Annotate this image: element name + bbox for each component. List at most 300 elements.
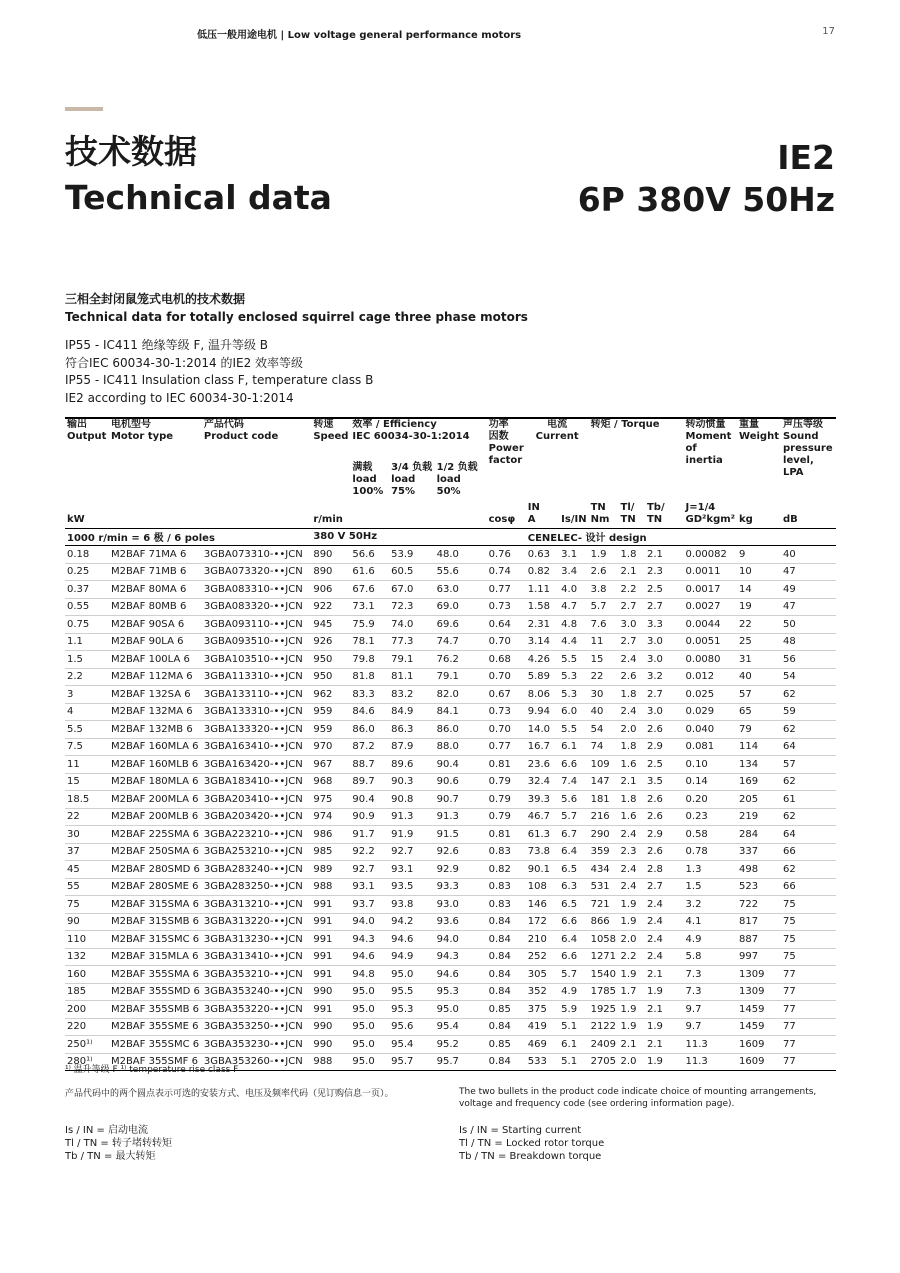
col-motor-type: 电机型号 Motor type xyxy=(109,418,202,462)
table-cell: 2.9 xyxy=(645,826,684,844)
table-cell: 56.6 xyxy=(350,546,389,564)
table-cell: 887 xyxy=(737,931,781,949)
table-cell: 62 xyxy=(781,721,836,739)
table-cell: 90 xyxy=(65,913,109,931)
table-cell: M2BAF 80MA 6 xyxy=(109,581,202,599)
table-cell: 3GBA353210-••JCN xyxy=(202,966,311,984)
table-cell: 90.7 xyxy=(435,791,487,809)
table-cell: 92.6 xyxy=(435,843,487,861)
table-cell: 0.84 xyxy=(487,913,526,931)
table-cell: 3.2 xyxy=(645,668,684,686)
table-cell: 108 xyxy=(526,878,559,896)
table-cell: 14.0 xyxy=(526,721,559,739)
table-cell: 2.5 xyxy=(645,581,684,599)
unit-db: dB xyxy=(781,498,836,528)
table-cell: 10 xyxy=(737,563,781,581)
table-cell: 7.3 xyxy=(684,983,738,1001)
page-number: 17 xyxy=(822,26,835,37)
table-cell: 0.63 xyxy=(526,546,559,564)
col-output: 输出 Output xyxy=(65,418,109,462)
table-cell: 216 xyxy=(589,808,619,826)
table-cell: 6.4 xyxy=(559,931,588,949)
table-cell: 3GBA353260-••JCN xyxy=(202,1053,311,1071)
table-cell: 93.6 xyxy=(435,913,487,931)
table-cell: 7.3 xyxy=(684,966,738,984)
table-row xyxy=(65,878,836,896)
table-cell: 967 xyxy=(311,756,350,774)
table-cell: 2.0 xyxy=(619,931,645,949)
table-row xyxy=(65,668,836,686)
table-cell: 991 xyxy=(311,896,350,914)
table-cell: 2.0 xyxy=(619,721,645,739)
table-cell: 817 xyxy=(737,913,781,931)
table-cell: 93.5 xyxy=(389,878,435,896)
table-cell: 40 xyxy=(589,703,619,721)
table-cell: 2.7 xyxy=(619,598,645,616)
table-cell: 47 xyxy=(781,598,836,616)
table-cell: 78.1 xyxy=(350,633,389,651)
table-cell: 3.0 xyxy=(645,703,684,721)
table-cell: 6.5 xyxy=(559,896,588,914)
table-cell: 94.3 xyxy=(350,931,389,949)
table-cell: 90.9 xyxy=(350,808,389,826)
table-cell: 0.58 xyxy=(684,826,738,844)
table-cell: 95.3 xyxy=(435,983,487,1001)
table-cell: 0.83 xyxy=(487,896,526,914)
table-cell: 0.79 xyxy=(487,791,526,809)
spec-line: IP55 - IC411 Insulation class F, temperature class B xyxy=(65,373,374,387)
table-cell: 0.0044 xyxy=(684,616,738,634)
table-cell: 6.6 xyxy=(559,756,588,774)
table-cell: 95.7 xyxy=(435,1053,487,1071)
table-cell: 950 xyxy=(311,651,350,669)
table-cell: 0.081 xyxy=(684,738,738,756)
table-cell: 86.0 xyxy=(350,721,389,739)
table-cell: 93.7 xyxy=(350,896,389,914)
table-cell: 3GBA313230-••JCN xyxy=(202,931,311,949)
table-cell: M2BAF 355SMF 6 xyxy=(109,1053,202,1071)
table-cell: 15 xyxy=(65,773,109,791)
unit-kg: kg xyxy=(737,498,781,528)
table-cell: 39.3 xyxy=(526,791,559,809)
table-cell: 0.73 xyxy=(487,703,526,721)
table-cell: 2.7 xyxy=(645,878,684,896)
table-cell: 3GBA093510-••JCN xyxy=(202,633,311,651)
table-cell: 0.14 xyxy=(684,773,738,791)
table-cell: 79 xyxy=(737,721,781,739)
table-cell: 25 xyxy=(737,633,781,651)
table-cell: 0.84 xyxy=(487,983,526,1001)
table-cell: 1271 xyxy=(589,948,619,966)
table-cell: 419 xyxy=(526,1018,559,1036)
table-cell: 6.5 xyxy=(559,861,588,879)
table-cell: 1609 xyxy=(737,1053,781,1071)
table-cell: 92.2 xyxy=(350,843,389,861)
table-cell: 77 xyxy=(781,1036,836,1054)
table-row xyxy=(65,896,836,914)
table-cell: 74 xyxy=(589,738,619,756)
table-cell: 6.6 xyxy=(559,948,588,966)
table-row xyxy=(65,931,836,949)
table-cell: 95.6 xyxy=(389,1018,435,1036)
table-cell: 77 xyxy=(781,966,836,984)
table-cell: 11.3 xyxy=(684,1036,738,1054)
col-eff-full: 满载 load 100% xyxy=(352,462,384,497)
table-cell: 0.37 xyxy=(65,581,109,599)
table-cell: 989 xyxy=(311,861,350,879)
table-cell: 90.4 xyxy=(435,756,487,774)
table-cell: 83.2 xyxy=(389,686,435,704)
table-row xyxy=(65,563,836,581)
table-cell: 991 xyxy=(311,913,350,931)
table-cell: 3GBA073310-••JCN xyxy=(202,546,311,564)
table-cell: 84.9 xyxy=(389,703,435,721)
table-cell: 3.4 xyxy=(559,563,588,581)
table-cell: 61.6 xyxy=(350,563,389,581)
table-cell: 93.1 xyxy=(350,878,389,896)
table-cell: 0.0011 xyxy=(684,563,738,581)
table-cell: 2409 xyxy=(589,1036,619,1054)
table-cell: 30 xyxy=(65,826,109,844)
table-cell: 375 xyxy=(526,1001,559,1019)
table-cell: 37 xyxy=(65,843,109,861)
table-cell: 991 xyxy=(311,966,350,984)
table-cell: 1.8 xyxy=(619,686,645,704)
table-cell: M2BAF 71MB 6 xyxy=(109,563,202,581)
table-cell: 9.94 xyxy=(526,703,559,721)
spec-line: IE2 according to IEC 60034-30-1:2014 xyxy=(65,391,294,405)
table-cell: 77 xyxy=(781,1018,836,1036)
table-cell: 2.4 xyxy=(645,931,684,949)
table-cell: 94.9 xyxy=(389,948,435,966)
table-cell: 1.5 xyxy=(684,878,738,896)
table-cell: 16.7 xyxy=(526,738,559,756)
table-cell: 0.64 xyxy=(487,616,526,634)
table-cell: 75 xyxy=(781,913,836,931)
table-row xyxy=(65,861,836,879)
table-cell: 1.9 xyxy=(645,1053,684,1071)
table-cell: M2BAF 160MLA 6 xyxy=(109,738,202,756)
table-cell: M2BAF 280SMD 6 xyxy=(109,861,202,879)
table-cell: 15 xyxy=(589,651,619,669)
table-cell: 5.3 xyxy=(559,686,588,704)
table-cell: 1.9 xyxy=(619,966,645,984)
table-cell: 30 xyxy=(589,686,619,704)
table-cell: 3GBA353240-••JCN xyxy=(202,983,311,1001)
table-cell: 90.4 xyxy=(350,791,389,809)
table-cell: 0.025 xyxy=(684,686,738,704)
table-cell: 498 xyxy=(737,861,781,879)
table-row xyxy=(65,598,836,616)
table-cell: 968 xyxy=(311,773,350,791)
table-cell: 91.9 xyxy=(389,826,435,844)
col-torque: 转矩 / Torque xyxy=(589,418,684,462)
table-cell: 75 xyxy=(781,931,836,949)
table-row xyxy=(65,756,836,774)
table-cell: 181 xyxy=(589,791,619,809)
table-cell: 2.5 xyxy=(645,756,684,774)
table-cell: 59 xyxy=(781,703,836,721)
table-cell: 3GBA283240-••JCN xyxy=(202,861,311,879)
table-cell: 91.3 xyxy=(389,808,435,826)
table-cell: 0.84 xyxy=(487,1053,526,1071)
table-cell: 974 xyxy=(311,808,350,826)
table-cell: 3.0 xyxy=(619,616,645,634)
col-power-factor: 功率 因数 Power factor xyxy=(487,418,526,498)
table-cell: 2.4 xyxy=(645,913,684,931)
table-cell: 94.2 xyxy=(389,913,435,931)
table-cell: 94.0 xyxy=(435,931,487,949)
table-cell: 3GBA163420-••JCN xyxy=(202,756,311,774)
table-cell: 82.0 xyxy=(435,686,487,704)
table-cell: 922 xyxy=(311,598,350,616)
table-cell: 1309 xyxy=(737,983,781,1001)
table-cell: 48 xyxy=(781,633,836,651)
table-cell: 47 xyxy=(781,563,836,581)
table-cell: 5.7 xyxy=(559,966,588,984)
table-row xyxy=(65,826,836,844)
table-cell: 63.0 xyxy=(435,581,487,599)
table-cell: 40 xyxy=(781,546,836,564)
table-cell: 991 xyxy=(311,931,350,949)
table-cell: 91.7 xyxy=(350,826,389,844)
col-sound: 声压等级 Sound pressure level, LPA xyxy=(781,418,836,498)
table-cell: 0.012 xyxy=(684,668,738,686)
table-cell: M2BAF 160MLB 6 xyxy=(109,756,202,774)
table-row xyxy=(65,913,836,931)
table-cell: M2BAF 132SA 6 xyxy=(109,686,202,704)
table-cell: 1.3 xyxy=(684,861,738,879)
table-cell: 0.84 xyxy=(487,966,526,984)
table-cell: 4.4 xyxy=(559,633,588,651)
table-cell: 531 xyxy=(589,878,619,896)
unit-tb: Tb/ TN xyxy=(645,498,684,528)
table-cell: 0.79 xyxy=(487,808,526,826)
table-cell: 0.23 xyxy=(684,808,738,826)
table-cell: 90.1 xyxy=(526,861,559,879)
table-cell: 2.6 xyxy=(619,668,645,686)
table-row xyxy=(65,983,836,1001)
table-row xyxy=(65,1018,836,1036)
table-cell: 93.3 xyxy=(435,878,487,896)
table-cell: 65 xyxy=(737,703,781,721)
table-cell: 94.6 xyxy=(350,948,389,966)
table-cell: M2BAF 315SMA 6 xyxy=(109,896,202,914)
table-cell: 0.00082 xyxy=(684,546,738,564)
table-cell: 252 xyxy=(526,948,559,966)
table-cell: 4.8 xyxy=(559,616,588,634)
table-cell: 53.9 xyxy=(389,546,435,564)
table-cell: 2.1 xyxy=(619,1036,645,1054)
table-cell: 0.70 xyxy=(487,633,526,651)
table-cell: 8.06 xyxy=(526,686,559,704)
table-cell: 6.7 xyxy=(559,826,588,844)
table-cell: 0.18 xyxy=(65,546,109,564)
table-cell: 0.029 xyxy=(684,703,738,721)
table-cell: 2.31 xyxy=(526,616,559,634)
table-cell: 1.8 xyxy=(619,791,645,809)
table-cell: 5.7 xyxy=(559,808,588,826)
table-cell: 50 xyxy=(781,616,836,634)
table-cell: 73.1 xyxy=(350,598,389,616)
table-cell: 2.9 xyxy=(645,738,684,756)
table-cell: 0.0080 xyxy=(684,651,738,669)
section-poles: 1000 r/min = 6 极 / 6 poles xyxy=(65,528,311,546)
table-cell: 88.7 xyxy=(350,756,389,774)
table-cell: 2.3 xyxy=(645,563,684,581)
spec-line: 符合IEC 60034-30-1:2014 的IE2 效率等级 xyxy=(65,356,304,370)
table-cell: 11 xyxy=(589,633,619,651)
table-cell: 533 xyxy=(526,1053,559,1071)
table-cell: 92.9 xyxy=(435,861,487,879)
table-cell: 0.77 xyxy=(487,738,526,756)
table-cell: M2BAF 100LA 6 xyxy=(109,651,202,669)
table-cell: 0.73 xyxy=(487,598,526,616)
table-cell: 94.8 xyxy=(350,966,389,984)
col-eff-50: 1/2 负载 load 50% xyxy=(436,462,478,497)
table-cell: 6.3 xyxy=(559,878,588,896)
table-cell: 3GBA133310-••JCN xyxy=(202,703,311,721)
table-cell: 81.1 xyxy=(389,668,435,686)
table-cell: 950 xyxy=(311,668,350,686)
table-cell: M2BAF 90SA 6 xyxy=(109,616,202,634)
table-cell: 132 xyxy=(65,948,109,966)
table-cell: 990 xyxy=(311,1018,350,1036)
table-cell: M2BAF 355SMB 6 xyxy=(109,1001,202,1019)
table-cell: 0.040 xyxy=(684,721,738,739)
table-cell: 95.0 xyxy=(389,966,435,984)
table-cell: 3GBA253210-••JCN xyxy=(202,843,311,861)
table-cell: 77.3 xyxy=(389,633,435,651)
table-cell: 55.6 xyxy=(435,563,487,581)
table-cell: 0.81 xyxy=(487,826,526,844)
table-cell: 3.14 xyxy=(526,633,559,651)
section-voltage: 380 V 50Hz xyxy=(311,528,486,546)
table-cell: 75 xyxy=(781,896,836,914)
table-cell: 93.8 xyxy=(389,896,435,914)
table-cell: 3GBA083310-••JCN xyxy=(202,581,311,599)
table-cell: 1925 xyxy=(589,1001,619,1019)
table-cell: 4.7 xyxy=(559,598,588,616)
table-cell: 988 xyxy=(311,1053,350,1071)
table-cell: 3.0 xyxy=(645,651,684,669)
col-efficiency: 效率 / Efficiency IEC 60034-30-1:2014 xyxy=(350,418,486,462)
table-cell: 0.20 xyxy=(684,791,738,809)
table-cell: 2.3 xyxy=(619,843,645,861)
table-cell: 83.3 xyxy=(350,686,389,704)
table-cell: 3GBA313210-••JCN xyxy=(202,896,311,914)
table-cell: 3.2 xyxy=(684,896,738,914)
table-cell: 62 xyxy=(781,808,836,826)
table-cell: 1.7 xyxy=(619,983,645,1001)
table-cell: 1459 xyxy=(737,1001,781,1019)
table-cell: 0.81 xyxy=(487,756,526,774)
table-cell: 9 xyxy=(737,546,781,564)
table-cell: 0.84 xyxy=(487,931,526,949)
table-cell: 95.5 xyxy=(389,983,435,1001)
table-cell: 64 xyxy=(781,738,836,756)
title-en: Technical data xyxy=(65,178,332,217)
table-row xyxy=(65,808,836,826)
table-cell: 890 xyxy=(311,563,350,581)
table-cell: 2.6 xyxy=(645,721,684,739)
table-cell: 62 xyxy=(781,773,836,791)
table-cell: 45 xyxy=(65,861,109,879)
table-cell: M2BAF 132MA 6 xyxy=(109,703,202,721)
table-cell: 220 xyxy=(65,1018,109,1036)
table-cell: 2.6 xyxy=(645,791,684,809)
table-cell: 0.10 xyxy=(684,756,738,774)
table-cell: 5.3 xyxy=(559,668,588,686)
legend-item: Is / IN = Starting current xyxy=(459,1125,582,1136)
table-cell: 2.8 xyxy=(645,861,684,879)
table-cell: 1.9 xyxy=(619,913,645,931)
table-cell: 23.6 xyxy=(526,756,559,774)
table-cell: 77 xyxy=(781,983,836,1001)
table-cell: 86.3 xyxy=(389,721,435,739)
legend-en xyxy=(459,1124,604,1163)
table-cell: 114 xyxy=(737,738,781,756)
table-cell: 986 xyxy=(311,826,350,844)
table-cell: 91.3 xyxy=(435,808,487,826)
table-cell: 95.0 xyxy=(350,1036,389,1054)
title-cn: 技术数据 xyxy=(65,132,197,171)
table-cell: 5.1 xyxy=(559,1018,588,1036)
table-cell: 0.0027 xyxy=(684,598,738,616)
table-cell: 79.1 xyxy=(389,651,435,669)
table-cell: 1.9 xyxy=(645,1018,684,1036)
table-cell: 69.6 xyxy=(435,616,487,634)
table-cell: 62 xyxy=(781,686,836,704)
table-cell: 0.68 xyxy=(487,651,526,669)
table-cell: 2.1 xyxy=(619,773,645,791)
table-cell: 4.1 xyxy=(684,913,738,931)
col-product-code: 产品代码 Product code xyxy=(202,418,311,462)
table-cell: 90.3 xyxy=(389,773,435,791)
table-cell: 3.0 xyxy=(645,633,684,651)
table-cell: 0.83 xyxy=(487,878,526,896)
table-cell: 5.8 xyxy=(684,948,738,966)
table-cell: M2BAF 180MLA 6 xyxy=(109,773,202,791)
table-cell: 1.6 xyxy=(619,808,645,826)
table-cell: 172 xyxy=(526,913,559,931)
table-cell: M2BAF 315MLA 6 xyxy=(109,948,202,966)
table-row xyxy=(65,616,836,634)
table-cell: 2.4 xyxy=(619,703,645,721)
table-cell: 160 xyxy=(65,966,109,984)
table-cell: 1.9 xyxy=(619,1001,645,1019)
table-row xyxy=(65,581,836,599)
table-row xyxy=(65,738,836,756)
table-cell: 93.1 xyxy=(389,861,435,879)
table-cell: 1.9 xyxy=(619,896,645,914)
unit-rmin: r/min xyxy=(311,498,350,528)
table-cell: 0.82 xyxy=(526,563,559,581)
table-cell: 92.7 xyxy=(350,861,389,879)
table-cell: M2BAF 112MA 6 xyxy=(109,668,202,686)
table-cell: 77 xyxy=(781,1053,836,1071)
table-cell: 4.9 xyxy=(559,983,588,1001)
table-cell: 95.0 xyxy=(435,1001,487,1019)
table-cell: 6.6 xyxy=(559,913,588,931)
table-cell: 5.7 xyxy=(589,598,619,616)
table-cell: 210 xyxy=(526,931,559,949)
table-cell: 1609 xyxy=(737,1036,781,1054)
table-row xyxy=(65,966,836,984)
table-cell: 5.5 xyxy=(559,721,588,739)
table-cell: 75.9 xyxy=(350,616,389,634)
unit-in: IN A xyxy=(526,498,559,528)
